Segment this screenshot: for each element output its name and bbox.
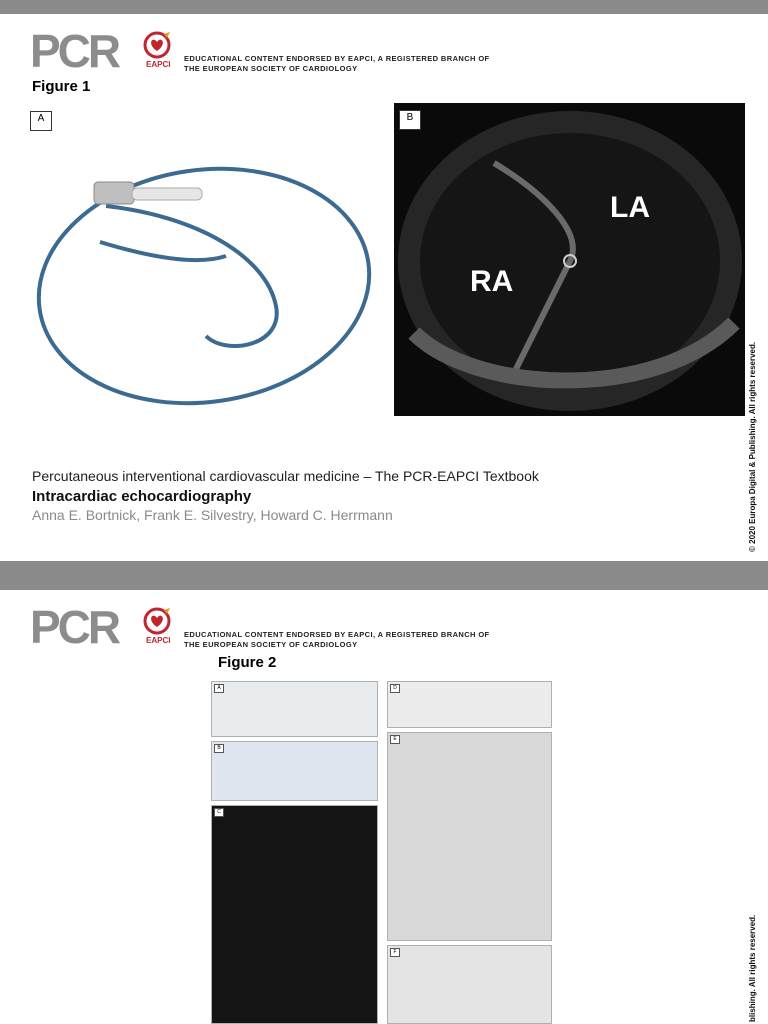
figure-2-panel-d-tag: D xyxy=(390,684,400,693)
book-title: Percutaneous interventional cardiovascular medicine – The PCR-EAPCI Textbook xyxy=(32,468,539,484)
la-label: LA xyxy=(610,191,650,224)
figure-1-panel-b-tag: B xyxy=(399,110,421,130)
figure-2-panel-e-image xyxy=(387,732,552,941)
pcr-logo: PCR xyxy=(30,25,119,77)
eapci-heart-icon xyxy=(142,30,176,60)
figure-2-title: Figure 2 xyxy=(218,654,277,671)
figure-1-panel-a-image xyxy=(26,106,382,416)
figure-1-title: Figure 1 xyxy=(32,78,91,95)
eapci-logo-2 xyxy=(142,606,176,648)
ra-label: RA xyxy=(470,265,514,298)
eapci-logo xyxy=(142,30,176,72)
figure-2-panel-c-image xyxy=(211,805,378,1024)
top-gray-bar xyxy=(0,0,768,14)
figure-2-panel-a-tag: A xyxy=(214,684,224,693)
figure-2-panel-f-tag: F xyxy=(390,948,400,957)
figure-1-panel-b-image xyxy=(394,103,745,416)
eapci-logo-text: EAPCI xyxy=(146,60,171,69)
figure-2-panel-f-image xyxy=(387,945,552,1024)
eapci-heart-icon-2 xyxy=(142,606,176,636)
figure-2-panel-d-image xyxy=(387,681,552,728)
eapci-logo-text-2: EAPCI xyxy=(146,636,171,645)
figure-2-panel-e-tag: E xyxy=(390,735,400,744)
figure-2-panel-b-tag: B xyxy=(214,744,224,753)
figure-2-panel-a-image xyxy=(211,681,378,737)
copyright-vertical-2: blishing. All rights reserved. xyxy=(748,914,757,1022)
figure-2-panel-c-tag: C xyxy=(214,808,224,817)
chapter-title: Intracardiac echocardiography xyxy=(32,488,252,505)
copyright-vertical: © 2020 Europa Digital & Publishing. All rights reserved. xyxy=(748,341,757,552)
endorsement-text: EDUCATIONAL CONTENT ENDORSED BY EAPCI, A REGISTERED BRANCH OF THE EUROPEAN SOCIETY OF CARDIOLOGY xyxy=(184,54,490,73)
authors: Anna E. Bortnick, Frank E. Silvestry, Howard C. Herrmann xyxy=(32,507,393,523)
figure-1-panel-a-tag: A xyxy=(30,111,52,131)
figure-2-panel-b-image xyxy=(211,741,378,801)
middle-gray-bar xyxy=(0,561,768,590)
pcr-logo-2: PCR xyxy=(30,601,119,653)
endorsement-text-2: EDUCATIONAL CONTENT ENDORSED BY EAPCI, A REGISTERED BRANCH OF THE EUROPEAN SOCIETY OF CARDIOLOGY xyxy=(184,630,490,649)
